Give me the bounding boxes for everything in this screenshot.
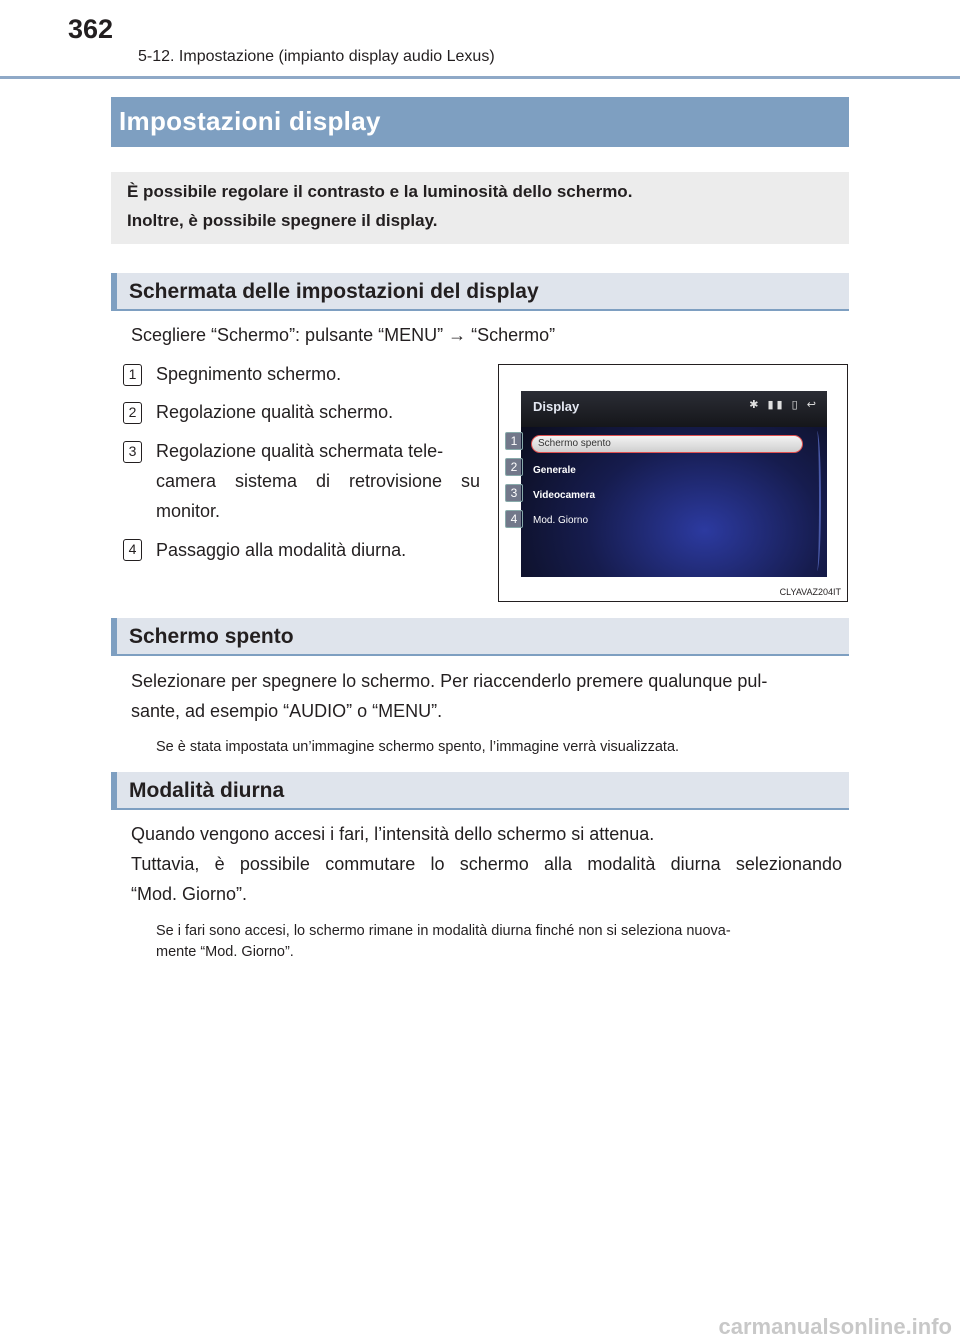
section-heading-text: Modalità diurna	[129, 779, 285, 802]
item-3-line-2: camera sistema di retrovisione su	[156, 471, 480, 491]
menu-item-videocamera[interactable]: Videocamera	[533, 490, 596, 501]
section3-body-line-1: Quando vengono accesi i fari, l’intensità dello schermo si attenua.	[131, 824, 655, 844]
screen-title: Display	[533, 399, 580, 414]
figure-code: CLYAVAZ204IT	[779, 587, 841, 597]
intro-line-1: È possibile regolare il contrasto e la luminosità dello schermo.	[127, 182, 633, 201]
menu-item-generale[interactable]: Generale	[533, 465, 576, 476]
section-heading-display-settings	[111, 273, 849, 311]
figure-callout-2: 2	[505, 458, 523, 476]
status-icons: ✱ ▮▮ ▯ ↩	[749, 399, 819, 411]
item-number-4: 4	[123, 539, 142, 561]
section-heading-text: Schermo spento	[129, 625, 294, 648]
figure-callout-3: 3	[505, 484, 523, 502]
screen-decor-curve	[813, 431, 821, 571]
intro-line-2: Inoltre, è possibile spegnere il display.	[127, 211, 438, 230]
page-title: Impostazioni display	[119, 106, 381, 136]
item-1-text: Spegnimento schermo.	[156, 364, 342, 384]
display-screenshot-figure	[498, 364, 848, 602]
menu-item-label: Schermo spento	[538, 438, 611, 449]
item-3-line-3: monitor.	[156, 501, 221, 521]
page-number: 362	[68, 14, 114, 44]
section3-body-line-2: Tuttavia, è possibile commutare lo schermo alla modalità diurna selezionando	[131, 854, 842, 874]
item-4-text: Passaggio alla modalità diurna.	[156, 540, 407, 560]
section3-body-line-3: “Mod. Giorno”.	[131, 884, 248, 904]
section2-note: Se è stata impostata un’immagine schermo spento, l’immagine verrà visualizzata.	[156, 739, 680, 755]
section-heading-schermo-spento	[111, 618, 849, 656]
section3-note-line-2: mente “Mod. Giorno”.	[156, 944, 294, 960]
running-head: 5-12. Impostazione (impianto display audio Lexus)	[138, 48, 495, 65]
item-number-1: 1	[123, 364, 142, 386]
section2-body-line-2: sante, ad esempio “AUDIO” o “MENU”.	[131, 701, 443, 721]
figure-callout-1: 1	[505, 432, 523, 450]
intro-box	[111, 172, 849, 244]
menu-item-mod-giorno[interactable]: Mod. Giorno	[533, 515, 589, 526]
item-3-line-1: Regolazione qualità schermata tele-	[156, 441, 444, 461]
display-screen	[521, 391, 827, 577]
section3-note-line-1: Se i fari sono accesi, lo schermo rimane in modalità diurna finché non si seleziona nuova-	[156, 923, 731, 939]
title-band	[111, 97, 849, 147]
instruction-text: Scegliere “Schermo”: pulsante “MENU” → “Schermo”	[131, 325, 556, 345]
section2-body-line-1: Selezionare per spegnere lo schermo. Per riaccenderlo premere qualunque pul-	[131, 671, 768, 691]
watermark: carmanualsonline.info	[718, 1314, 952, 1339]
section-heading-text: Schermata delle impostazioni del display	[129, 280, 539, 303]
header-rule	[0, 76, 960, 79]
menu-item-schermo-spento[interactable]	[531, 435, 803, 453]
heading-accent	[111, 273, 117, 309]
figure-callout-4: 4	[505, 510, 523, 528]
heading-accent	[111, 618, 117, 654]
section-heading-modalita-diurna	[111, 772, 849, 810]
item-2-text: Regolazione qualità schermo.	[156, 402, 394, 422]
heading-accent	[111, 772, 117, 808]
item-number-3: 3	[123, 441, 142, 463]
item-number-2: 2	[123, 402, 142, 424]
